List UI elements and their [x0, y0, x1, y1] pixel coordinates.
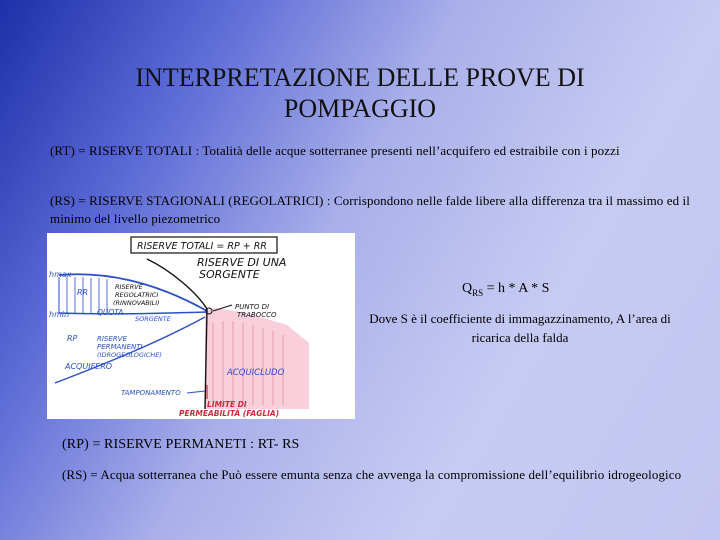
- slide-title: [60, 62, 660, 124]
- rt-definition: (RT) = RISERVE TOTALI : Totalità delle acque sotterranee presenti nell’acquifero ed estraibile con i pozzi: [50, 143, 620, 158]
- formula-rest: = h * A * S: [483, 281, 550, 296]
- sketch-title: RISERVE TOTALI = RP + RR: [137, 241, 267, 252]
- rp-label: RP: [67, 334, 78, 343]
- permeability-limit-label-1: LIMITE DI: [207, 400, 247, 409]
- aquifer-label: ACQUIFERO: [65, 362, 113, 371]
- formula-note: Dove S è il coefficiente di immagazzinamento, A l’area di ricarica della falda: [369, 311, 671, 345]
- quota-label-1: QUOTA: [97, 308, 124, 317]
- terrain-line: [147, 259, 207, 409]
- spring-label-2: SORGENTE: [199, 268, 260, 281]
- rs-definition: (RS) = RISERVE STAGIONALI (REGOLATRICI) : Corrispondono nelle falde libere alla differenza tra il massimo ed il minimo del livello piezometrico: [50, 193, 690, 226]
- hmin-label: hmin: [49, 310, 70, 319]
- rp-definition: (RP) = RISERVE PERMANETI : RT- RS: [62, 437, 300, 452]
- permeability-limit-label-2: PERMEABILITÀ (FAGLIA): [179, 409, 280, 418]
- quota-label-2: SORGENTE: [135, 315, 171, 323]
- rr-desc-2: REGOLATRICI: [115, 291, 159, 299]
- title-line-1: INTERPRETAZIONE DELLE PROVE DI: [135, 63, 585, 92]
- rr-desc-3: (RINNOVABILI): [113, 299, 160, 307]
- formula-subscript: RS: [472, 287, 484, 298]
- rr-label: RR: [77, 288, 89, 297]
- plugging-label: TAMPONAMENTO: [121, 389, 181, 397]
- rp-desc-1: RISERVE: [97, 335, 127, 343]
- reserves-sketch: [47, 233, 355, 419]
- title-line-2: POMPAGGIO: [283, 94, 437, 123]
- rp-desc-2: PERMANENTI: [97, 343, 143, 351]
- rs-explanation: (RS) = Acqua sotterranea che Può essere emunta senza che avvenga la compromissione dell’equilibrio idrogeologico: [62, 467, 682, 482]
- formula-q: Q: [462, 281, 473, 296]
- aquiclude-fill: [205, 308, 309, 409]
- spring-label-1: RISERVE DI UNA: [197, 256, 287, 269]
- rp-desc-3: (IDROGEOLOGICHE): [97, 351, 162, 359]
- aquiclude-label: ACQUICLUDO: [227, 368, 285, 378]
- hmax-label: hmax: [49, 270, 72, 279]
- rr-desc-1: RISERVE: [115, 283, 143, 291]
- piezometric-min-line: [59, 312, 207, 314]
- formula-qrs: [462, 281, 549, 298]
- overflow-point-label-2: TRABOCCO: [237, 311, 277, 319]
- reserves-sketch-svg: [47, 233, 355, 419]
- plugging-arrow: [187, 391, 205, 393]
- overflow-point-label-1: PUNTO DI: [235, 303, 270, 311]
